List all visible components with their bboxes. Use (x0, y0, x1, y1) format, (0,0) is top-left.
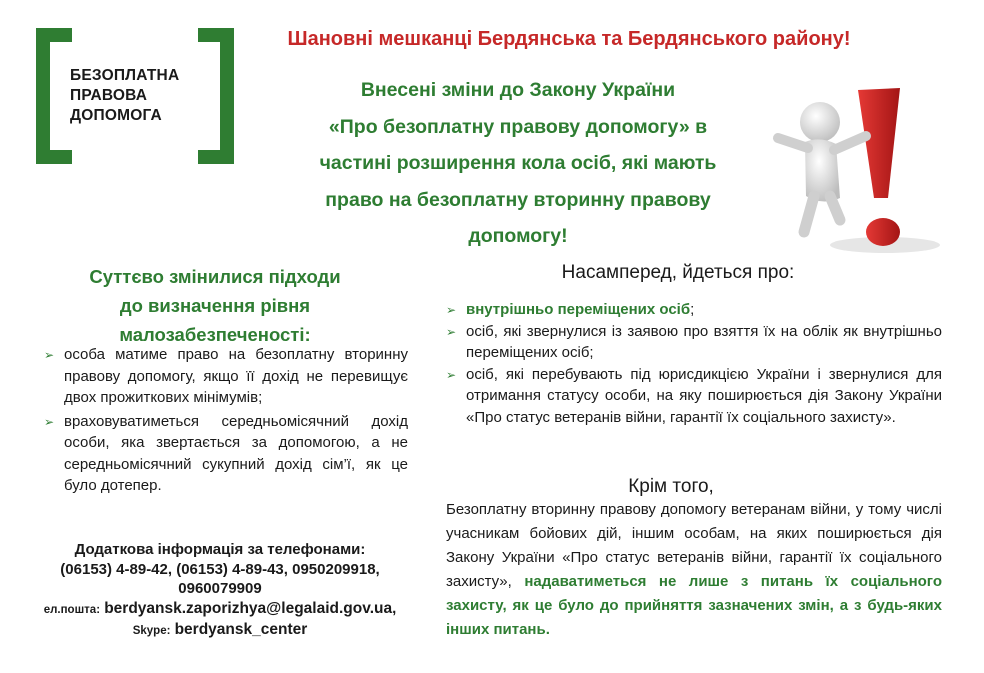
veterans-paragraph (446, 498, 942, 642)
list-item (44, 411, 408, 497)
skype-label: Skype: (132, 625, 171, 637)
contacts-block (20, 540, 420, 642)
list-item (44, 344, 408, 409)
logo (36, 28, 234, 164)
title-line-2: «Про безоплатну правову допомогу» в (328, 115, 708, 138)
list-item-tail: ; (690, 301, 695, 318)
contacts-heading: Додаткова інформація за телефонами: (74, 541, 366, 558)
logo-text (70, 66, 179, 126)
greeting-title: Шановні мешканці Бердянська та Бердянського району! (287, 28, 851, 50)
list-item-text: осіб, які перебувають під юрисдикцією України і звернулися для отримання статусу особи, на яку поширюється дія Закону України «Про статус ветеранів війни, гарантії їх соціального захисту». (466, 365, 942, 426)
skype-handle[interactable]: berdyansk_center (174, 621, 308, 638)
list-item (446, 299, 942, 321)
logo-line-2: ПРАВОВА (70, 87, 148, 104)
left-heading-line-1: Суттєво змінилися підходи (89, 266, 341, 287)
title-line-4: право на безоплатну вторинну правову (325, 188, 711, 211)
list-item (446, 321, 942, 364)
logo-right-bracket (198, 28, 234, 164)
phones-line-2: 0960079909 (178, 580, 262, 597)
logo-line-3: ДОПОМОГА (70, 107, 162, 124)
logo-line-1: БЕЗОПЛАТНА (70, 67, 180, 84)
phones-line-1: (06153) 4-89-42, (06153) 4-89-43, 0950209918, (60, 560, 380, 578)
checkmark-arrow-icon: ➢ (446, 303, 457, 317)
main-title (248, 72, 788, 255)
checkmark-arrow-icon: ➢ (446, 367, 457, 382)
title-line-5: допомогу! (468, 225, 568, 247)
list-item-text: враховуватиметься середньомісячний дохід особи, яка звертається за допомогою, а не середньомісячний сукупний дохід сім’ї, як це було дотепер. (64, 412, 408, 494)
checkmark-arrow-icon: ➢ (44, 348, 55, 362)
email-tail: , (392, 599, 397, 617)
checkmark-arrow-icon: ➢ (446, 324, 457, 339)
paragraph-plain: Безоплатну вторинну правову допомогу ветеранам війни, у тому числі учасникам бойових дій, іншим особам, на яких поширюється дія Закону України «Про статус ветеранів війни, гарантії їх соціального захисту», (446, 501, 942, 590)
logo-left-bracket (36, 28, 72, 164)
email-label: ел.пошта: (43, 603, 101, 616)
title-line-1: Внесені зміни до Закону України (360, 79, 676, 101)
right-list (446, 299, 942, 428)
left-list (44, 344, 408, 499)
list-item-text: особа матиме право на безоплатну вторинну правову допомогу, якщо її дохід не перевищує двох прожиткових мінімумів; (64, 346, 408, 406)
krim-heading: Крім того, (628, 476, 714, 497)
email-line (20, 599, 420, 621)
list-item (446, 364, 942, 429)
paragraph-bold: надаватиметься не лише з питань їх соціального захисту, як це було до прийняття зазначених змін, а з будь-яких інших питань. (446, 573, 943, 638)
left-heading-line-2: до визначення рівня (119, 295, 311, 316)
skype-line (20, 620, 420, 642)
person-exclamation-icon (770, 80, 960, 260)
title-line-3: частині розширення кола осіб, які мають (319, 152, 717, 174)
left-heading (40, 262, 390, 349)
list-item-bold: внутрішньо переміщених осіб (466, 301, 691, 318)
email-link[interactable]: berdyansk.zaporizhya@legalaid.gov.ua (104, 599, 393, 617)
list-item-text: осіб, які звернулися із заявою про взяття їх на облік як внутрішньо переміщених осіб; (466, 322, 942, 361)
right-heading: Насамперед, йдеться про: (561, 262, 795, 283)
checkmark-arrow-icon: ➢ (44, 414, 55, 429)
left-heading-line-3: малозабезпеченості: (119, 324, 311, 345)
